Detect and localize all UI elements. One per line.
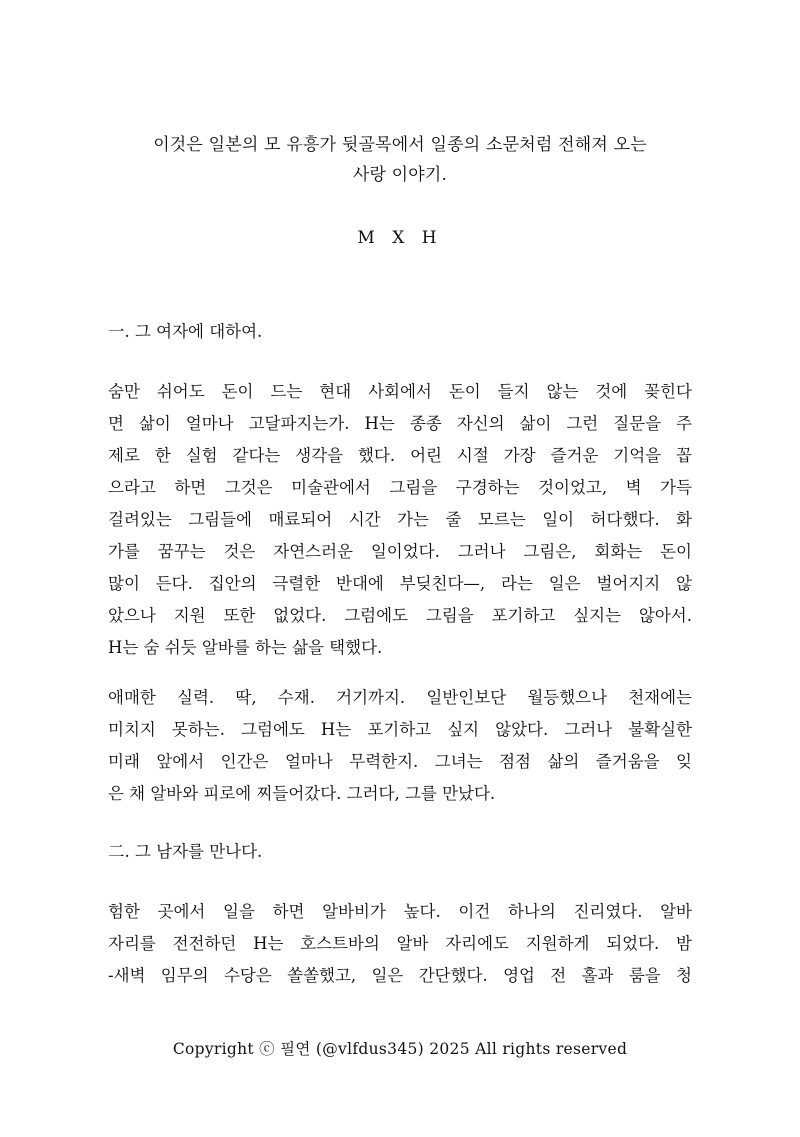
text-line: 험한 곳에서 일을 하면 알바비가 높다. 이건 하나의 진리였다. 알바	[108, 902, 692, 921]
intro-line: 이것은 일본의 모 유흥가 뒷골목에서 일종의 소문처럼 전해져 오는	[153, 135, 647, 155]
section-heading-2: 二. 그 남자를 만나다.	[108, 842, 263, 861]
text-line: 자리를 전전하던 H는 호스트바의 알바 자리에도 지원하게 되었다. 밤	[108, 934, 692, 953]
intro-line: 사랑 이야기.	[352, 165, 448, 185]
text-line: 미치지 못하는. 그럼에도 H는 포기하고 싶지 않았다. 그러나 불확실한	[108, 720, 692, 739]
text-line: -새벽 임무의 수당은 쏠쏠했고, 일은 간단했다. 영업 전 홀과 룸을 청	[108, 966, 692, 985]
text-line: 숨만 쉬어도 돈이 드는 현대 사회에서 돈이 들지 않는 것에 꽂힌다	[108, 382, 692, 401]
text-line: 가를 꿈꾸는 것은 자연스러운 일이었다. 그러나 그림은, 회화는 돈이	[108, 542, 692, 561]
text-line: 은 채 알바와 피로에 찌들어갔다. 그러다, 그를 만났다.	[108, 784, 496, 803]
text-line: 미래 앞에서 인간은 얼마나 무력한지. 그녀는 점점 삶의 즐거움을 잊	[108, 752, 692, 771]
text-line: 많이 든다. 집안의 극렬한 반대에 부딪친다—, 라는 일은 벌어지지 않	[108, 574, 692, 593]
section-heading-1: 一. 그 여자에 대하여.	[108, 322, 263, 341]
paragraph-3	[108, 896, 692, 992]
text-line: 으라고 하면 그것은 미술관에서 그림을 구경하는 것이었고, 벽 가득	[108, 478, 692, 497]
text-line: H는 숨 쉬듯 알바를 하는 삶을 택했다.	[108, 638, 383, 657]
paragraph-2	[108, 682, 692, 810]
intro-text	[100, 130, 700, 190]
paragraph-1	[108, 376, 692, 664]
text-line: 걸려있는 그림들에 매료되어 시간 가는 줄 모르는 일이 허다했다. 화	[108, 510, 692, 529]
copyright-footer: Copyright ⓒ 필연 (@vlfdus345) 2025 All rights reserved	[172, 1040, 628, 1058]
text-line: 면 삶이 얼마나 고달파지는가. H는 종종 자신의 삶이 그런 질문을 주	[108, 414, 692, 433]
text-line: 애매한 실력. 딱, 수재. 거기까지. 일반인보단 월등했으나 천재에는	[108, 688, 692, 707]
text-line: 제로 한 실험 같다는 생각을 했다. 어린 시절 가장 즐거운 기억을 꼽	[108, 446, 692, 465]
text-line: 았으나 지원 또한 없었다. 그럼에도 그림을 포기하고 싶지는 않아서.	[108, 606, 692, 625]
author-name: M X H	[357, 228, 443, 248]
